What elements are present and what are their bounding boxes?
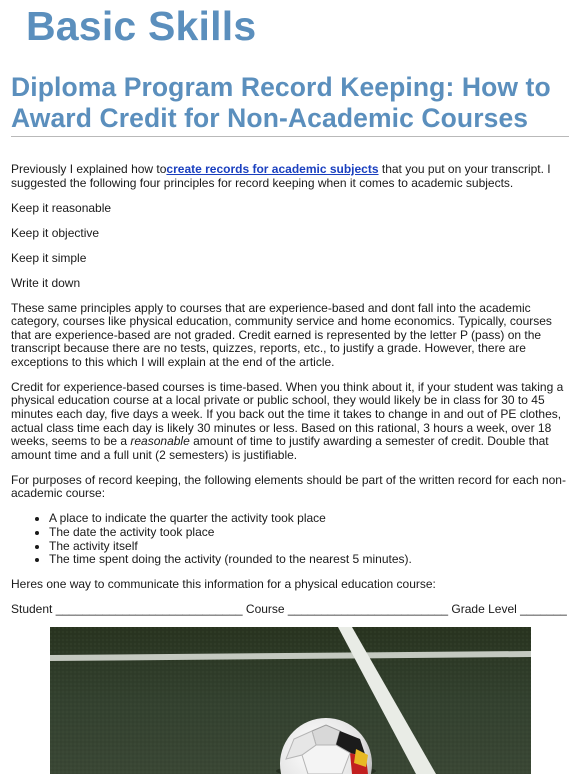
principle-item: Keep it objective [11,225,100,240]
article-title: Diploma Program Record Keeping: How to Award Credit for Non-Academic Courses [11,72,569,137]
principle-item: Keep it reasonable [11,200,112,215]
experience-paragraph: These same principles apply to courses that are experience-based and dont fall into the academic category, courses like physical education, community service and home economics. Typically, courses that are experience-based are not graded. Credit earned is represented by the letter P (pass) on the transcript because there are no tests, quizzes, reports, etc., to justify a grade. However, there are exceptions to this which I will explain at the end of the article. [11,300,552,369]
soccer-field-photo [50,627,531,774]
list-item: • A place to indicate the quarter the activity took place [49,512,569,526]
elements-list [11,512,569,566]
intro-text-continued: that you put on your transcript. I suggested the following four principles for record keeping when it comes to academic subjects. [11,162,551,190]
academic-records-link[interactable]: create records for academic subjects [166,162,379,176]
time-emphasis: reasonable [130,434,190,449]
example-paragraph: Heres one way to communicate this information for a physical education course: [11,577,436,592]
time-text: Credit for experience-based courses is time-based. When you think about it, if your student was taking a physical education course at a local private or public school, they would likely be in class for 30 to 45 minutes each day, five days a week. If you back out the time it takes to change in and out of PE clothes, actual class time each day is likely 30 minutes or less. Based on this rational, 3 hours a week, over 18 weeks, seems to be a [11,379,564,449]
list-item: • The time spent doing the activity (rounded to the nearest 5 minutes). [49,553,569,567]
intro-text: Previously I explained how to [11,162,167,176]
record-form-line: Student ____________________________ Course ________________________ Grade Level _______ [11,602,567,617]
time-text-continued: amount of time to justify awarding a semester of credit. Double that amount time and a full unit (2 semesters) is justifiable. [11,434,549,462]
time-based-paragraph [11,381,569,463]
list-item: • The activity itself [49,540,569,554]
elements-paragraph: For purposes of record keeping, the following elements should be part of the written record for each non-academic course: [11,472,566,501]
soccer-ball-image [50,627,531,774]
list-item: • The date the activity took place [49,526,569,540]
principle-item: Keep it simple [11,250,87,265]
intro-paragraph [11,163,569,190]
site-title: Basic Skills [26,3,257,49]
article-body [11,163,569,617]
principle-item: Write it down [11,275,81,290]
